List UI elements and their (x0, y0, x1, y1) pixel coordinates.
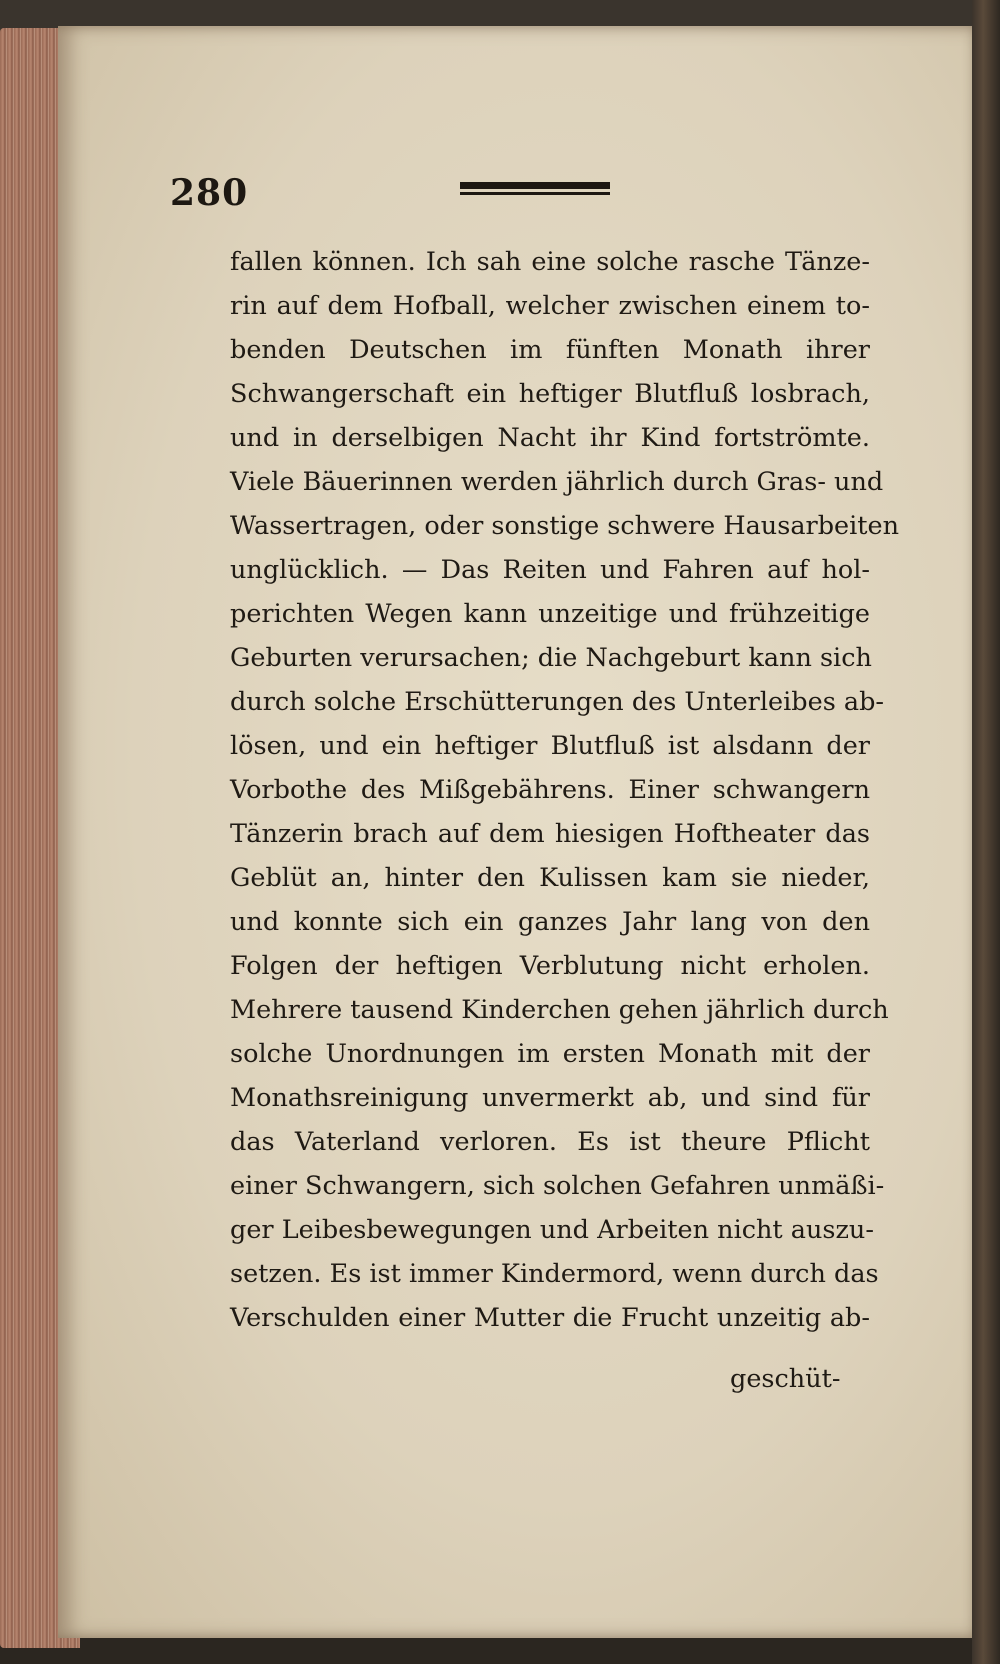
text-line: Wassertragen, oder sonstige schwere Hausarbeiten (230, 511, 900, 541)
text-line: unglücklich. — Das Reiten und Fahren auf hol- (230, 555, 870, 585)
header-rule-thin (460, 192, 610, 195)
header-rule (460, 182, 610, 196)
text-line: Vorbothe des Mißgebährens. Einer schwangern (230, 775, 870, 805)
text-line: setzen. Es ist immer Kindermord, wenn durch das (230, 1259, 879, 1289)
text-line: einer Schwangern, sich solchen Gefahren unmäßi- (230, 1171, 885, 1201)
catchword: geschüt- (730, 1364, 841, 1394)
text-line: Monathsreinigung unvermerkt ab, und sind für (230, 1083, 870, 1113)
text-line: fallen können. Ich sah eine solche rasche Tänze- (230, 247, 870, 277)
text-line: solche Unordnungen im ersten Monath mit der (230, 1039, 870, 1069)
text-line: durch solche Erschütterungen des Unterleibes ab- (230, 687, 885, 717)
text-line: und in derselbigen Nacht ihr Kind fortströmte. (230, 423, 870, 453)
text-line: Schwangerschaft ein heftiger Blutfluß losbrach, (230, 379, 870, 409)
book-cover-edge (972, 0, 1000, 1664)
text-line: Tänzerin brach auf dem hiesigen Hoftheater das (230, 819, 870, 849)
text-line: benden Deutschen im fünften Monath ihrer (230, 335, 870, 365)
header-rule-thick (460, 182, 610, 189)
text-line: lösen, und ein heftiger Blutfluß ist alsdann der (230, 731, 870, 761)
text-line: rin auf dem Hofball, welcher zwischen einem to- (230, 291, 870, 321)
text-line: Mehrere tausend Kinderchen gehen jährlich durch (230, 995, 889, 1025)
body-text (230, 240, 900, 1340)
text-line: und konnte sich ein ganzes Jahr lang von den (230, 907, 870, 937)
page-header (170, 168, 850, 218)
text-line: das Vaterland verloren. Es ist theure Pflicht (230, 1127, 870, 1157)
text-line: ger Leibesbewegungen und Arbeiten nicht auszu- (230, 1215, 874, 1245)
text-line: Verschulden einer Mutter die Frucht unzeitig ab- (230, 1303, 870, 1333)
page-number: 280 (170, 172, 249, 214)
text-line: Folgen der heftigen Verblutung nicht erholen. (230, 951, 870, 981)
text-line: Geburten verursachen; die Nachgeburt kann sich (230, 643, 872, 673)
text-line: Viele Bäuerinnen werden jährlich durch Gras- und (230, 467, 884, 497)
text-line: Geblüt an, hinter den Kulissen kam sie nieder, (230, 863, 870, 893)
text-line: perichten Wegen kann unzeitige und frühzeitige (230, 599, 870, 629)
